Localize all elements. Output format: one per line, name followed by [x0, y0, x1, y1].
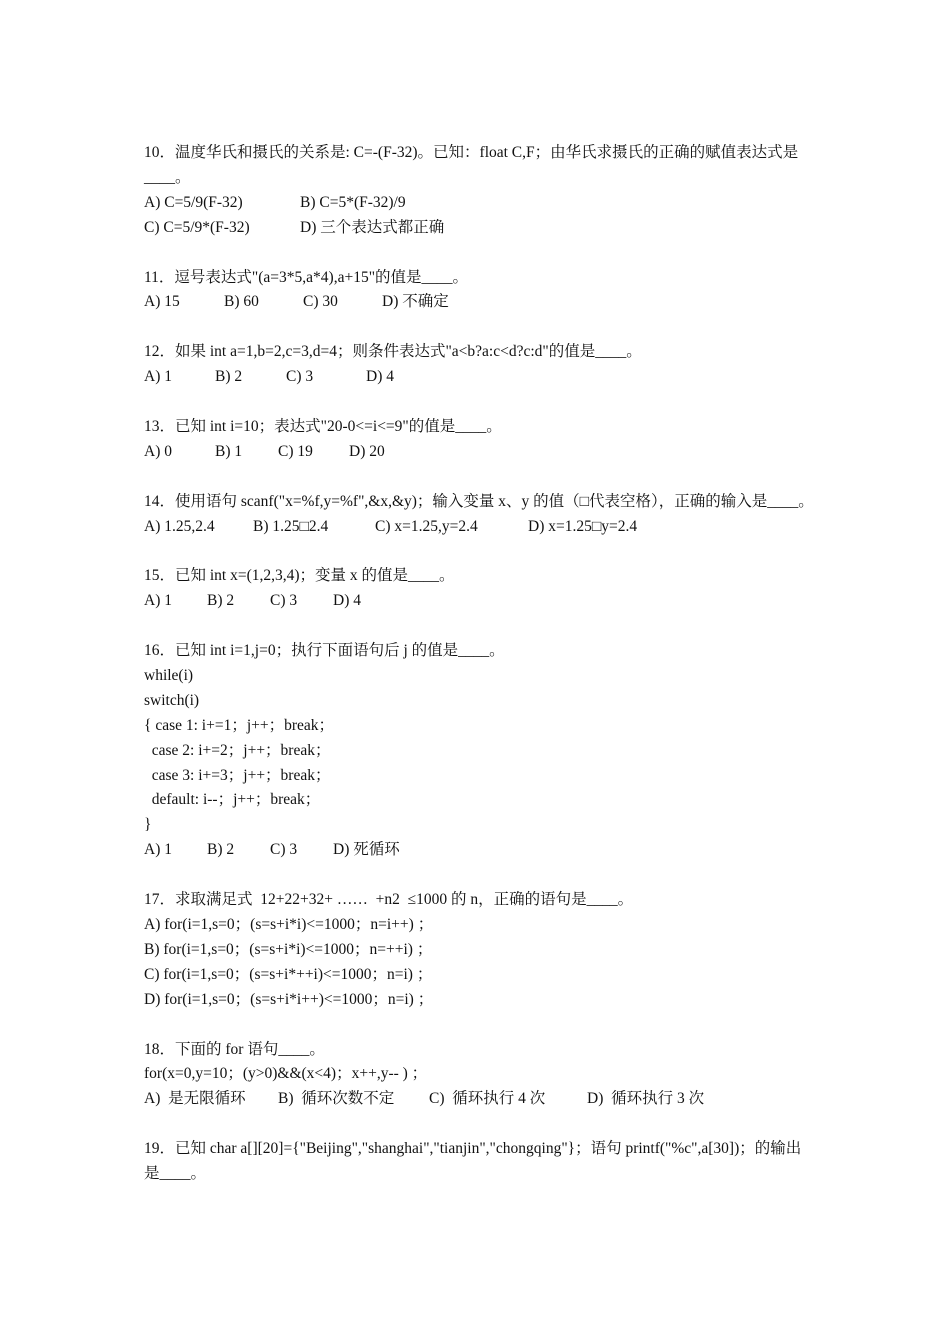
- question-stem: 13．已知 int i=10；表达式"20-0<=i<=9"的值是____。: [144, 417, 502, 435]
- question-12: [144, 340, 814, 390]
- option-c: C) 循环执行 4 次: [429, 1090, 546, 1108]
- option-d: D) 4: [366, 368, 394, 386]
- option-c: C) 3: [270, 592, 298, 610]
- option-a: A) 15: [144, 293, 180, 311]
- option-d: D) 不确定: [382, 293, 449, 311]
- option-c: C) for(i=1,s=0；(s=s+i*++i)<=1000；n=i) ；: [144, 965, 433, 983]
- question-11: [144, 266, 814, 316]
- options-row: [144, 838, 814, 863]
- question-stem: 10．温度华氏和摄氏的关系是: C=-(F-32)。已知：float C,F；由华氏求摄氏的正确的赋值表达式是____。: [144, 144, 799, 186]
- option-d: D) 循环执行 3 次: [587, 1090, 705, 1108]
- option-b: B) 2: [207, 841, 235, 859]
- options-row: [144, 191, 814, 216]
- question-stem: 14．使用语句 scanf("x=%f,y=%f",&x,&y)；输入变量 x、y 的值（□代表空格），正确的输入是____。: [144, 492, 814, 510]
- question-stem: 19．已知 char a[][20]={"Beijing","shanghai","tianjin","chongqing"}；语句 printf("%c",a[30])；的输出是____。: [144, 1140, 802, 1183]
- code-line: }: [144, 816, 152, 834]
- question-10: [144, 141, 814, 241]
- options-row: [144, 1087, 814, 1112]
- question-13: [144, 415, 814, 465]
- options-row: [144, 515, 814, 540]
- question-stem: 18．下面的 for 语句____。: [144, 1040, 325, 1058]
- question-stem: 15．已知 int x=(1,2,3,4)；变量 x 的值是____。: [144, 567, 455, 585]
- option-a: A) C=5/9(F-32): [144, 193, 243, 211]
- option-d: D) 20: [349, 442, 385, 460]
- option-b: B) 1: [215, 442, 243, 460]
- options-row: [144, 440, 814, 465]
- question-stem: 17．求取满足式 12+22+32+ …… +n2 ≤1000 的 n，正确的语句是____。: [144, 891, 634, 909]
- question-stem: 12．如果 int a=1,b=2,c=3,d=4；则条件表达式"a<b?a:c<d?c:d"的值是____。: [144, 343, 642, 361]
- question-16: [144, 639, 814, 863]
- option-d: D) for(i=1,s=0；(s=s+i*i++)<=1000；n=i) ；: [144, 990, 434, 1008]
- option-a: A) 1: [144, 841, 172, 859]
- question-14: [144, 490, 814, 540]
- exam-page: [144, 141, 814, 1212]
- option-d: D) 4: [333, 592, 361, 610]
- code-line: case 2: i+=2；j++；break；: [144, 741, 331, 759]
- option-b: B) 2: [207, 592, 235, 610]
- option-b: B) 60: [224, 293, 259, 311]
- question-19: [144, 1137, 814, 1187]
- options-row: [144, 365, 814, 390]
- option-c: C) 19: [278, 442, 313, 460]
- option-b: B) for(i=1,s=0；(s=s+i*i)<=1000；n=++i) ；: [144, 940, 433, 958]
- option-a: A) 1: [144, 592, 172, 610]
- option-c: C) x=1.25,y=2.4: [375, 517, 478, 535]
- option-d: D) x=1.25□y=2.4: [528, 517, 638, 535]
- option-c: C) 3: [286, 368, 314, 386]
- question-17: [144, 888, 814, 1013]
- option-b: B) C=5*(F-32)/9: [300, 193, 406, 211]
- option-c: C) 3: [270, 841, 298, 859]
- option-b: B) 1.25□2.4: [253, 517, 329, 535]
- option-a: A) 是无限循环: [144, 1090, 246, 1108]
- options-row: [144, 589, 814, 614]
- option-a: A) 0: [144, 442, 172, 460]
- option-a: A) for(i=1,s=0；(s=s+i*i)<=1000；n=i++) ；: [144, 915, 434, 933]
- question-stem: 11．逗号表达式"(a=3*5,a*4),a+15"的值是____。: [144, 268, 469, 286]
- question-15: [144, 564, 814, 614]
- code-line: switch(i): [144, 691, 200, 709]
- code-line: while(i): [144, 666, 194, 684]
- code-line: default: i--；j++；break；: [144, 791, 321, 809]
- option-c: C) C=5/9*(F-32): [144, 218, 250, 236]
- code-line: case 3: i+=3；j++；break；: [144, 766, 331, 784]
- question-stem: 16．已知 int i=1,j=0；执行下面语句后 j 的值是____。: [144, 642, 505, 660]
- options-row: [144, 216, 814, 241]
- option-b: B) 循环次数不定: [278, 1090, 395, 1108]
- option-c: C) 30: [303, 293, 338, 311]
- option-d: D) 死循环: [333, 841, 400, 859]
- option-a: A) 1.25,2.4: [144, 517, 215, 535]
- options-row: [144, 290, 814, 315]
- option-d: D) 三个表达式都正确: [300, 218, 445, 236]
- code-line: for(x=0,y=10；(y>0)&&(x<4)；x++,y-- ) ；: [144, 1065, 428, 1083]
- code-line: { case 1: i+=1；j++；break；: [144, 716, 335, 734]
- option-a: A) 1: [144, 368, 172, 386]
- option-b: B) 2: [215, 368, 243, 386]
- question-18: [144, 1038, 814, 1113]
